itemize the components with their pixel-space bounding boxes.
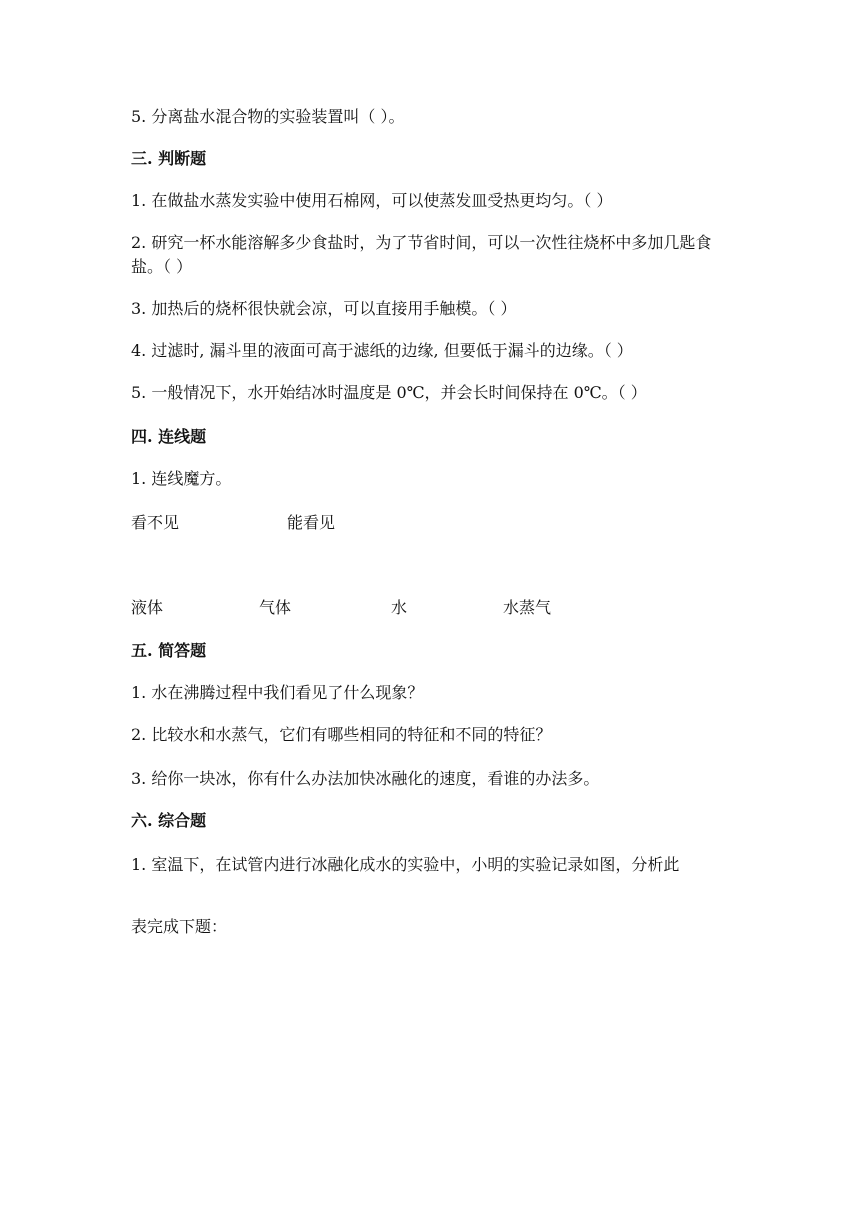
match-word-liquid: 液体 — [131, 598, 164, 617]
section-3-title: 三. 判断题 — [131, 149, 207, 168]
section-4-title: 四. 连线题 — [131, 427, 207, 446]
match-word-invisible: 看不见 — [131, 513, 180, 532]
section-5-title: 五. 简答题 — [131, 641, 207, 660]
judge-question-2: 2. 研究一杯水能溶解多少食盐时，为了节省时间，可以一次性往烧杯中多加几匙食盐。（ ） — [131, 233, 712, 276]
matching-question-1: 1. 连线魔方。 — [131, 469, 232, 488]
short-answer-1: 1. 水在沸腾过程中我们看见了什么现象？ — [131, 683, 424, 702]
short-answer-2: 2. 比较水和水蒸气，它们有哪些相同的特征和不同的特征？ — [131, 725, 552, 744]
judge-question-1: 1. 在做盐水蒸发实验中使用石棉网，可以使蒸发皿受热更均匀。（ ） — [131, 191, 613, 210]
match-word-visible: 能看见 — [287, 513, 336, 532]
match-word-steam: 水蒸气 — [503, 598, 552, 617]
comprehensive-question-1-line2: 表完成下题： — [131, 917, 228, 936]
match-word-water: 水 — [391, 598, 408, 617]
judge-question-5: 5. 一般情况下，水开始结冰时温度是 0℃，并会长时间保持在 0℃。（ ） — [131, 383, 647, 402]
section-6-title: 六. 综合题 — [131, 811, 207, 830]
fill-question-5: 5. 分离盐水混合物的实验装置叫（ ）。 — [131, 107, 405, 126]
match-word-gas: 气体 — [259, 598, 292, 617]
judge-question-3: 3. 加热后的烧杯很快就会凉，可以直接用手触模。（ ） — [131, 299, 517, 318]
short-answer-3: 3. 给你一块冰，你有什么办法加快冰融化的速度，看谁的办法多。 — [131, 769, 600, 788]
comprehensive-question-1-line1: 1. 室温下，在试管内进行冰融化成水的实验中，小明的实验记录如图，分析此 — [131, 855, 680, 874]
judge-question-4: 4. 过滤时, 漏斗里的液面可高于滤纸的边缘, 但要低于漏斗的边缘。（ ） — [131, 341, 633, 360]
